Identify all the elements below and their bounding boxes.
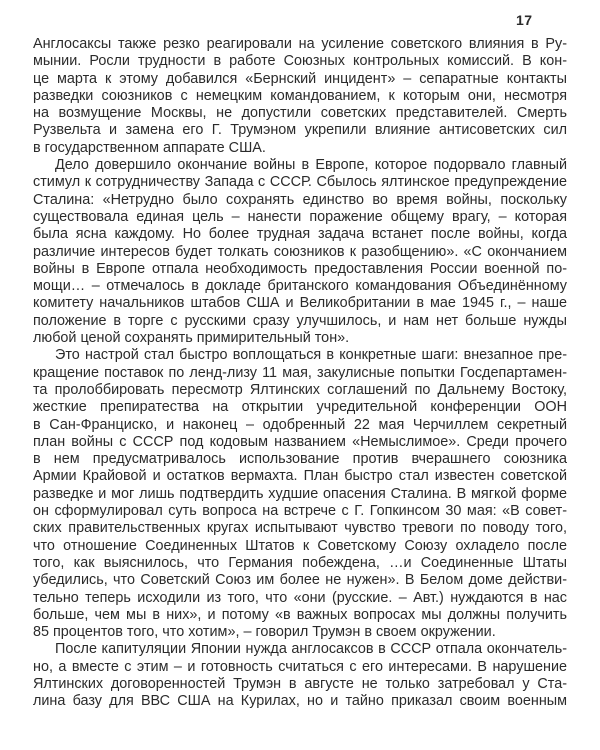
text-line: но, а вместе с этим – и готовность считаться с его интересами. В нарушение (33, 658, 567, 675)
text-line: Это настрой стал быстро воплощаться в конкретные шаги: внезапное пре- (55, 347, 567, 364)
text-line: была ясна каждому. Но более трудная задача встанет после войны, когда (33, 226, 567, 243)
text-line: 85 процентов того, что хотим», – говорил Трумэн в своем окружении. (33, 624, 496, 641)
text-line: жесткие препиратества на открытии учредительной конференции ООН (33, 399, 567, 416)
text-line: кращение поставок по ленд-лизу 11 мая, закулисные попытки Госдепартамен- (33, 364, 567, 381)
text-line: Ялтинских договоренностей Трумэн в августе не только затребовал у Ста- (33, 675, 567, 692)
text-line: больше, чем мы в них», и потому «в важных вопросах мы должны получить (33, 606, 567, 623)
text-line: Дело довершило окончание войны в Европе, которое подорвало главный (55, 157, 567, 174)
text-line: он сформулировал суть вопроса на встрече с Г. Гопкинсом 30 мая: «В совет- (33, 503, 567, 520)
text-line: войны в Европе отпала необходимость предоставления России военной по- (33, 260, 567, 277)
text-line: тельно теперь исходили из того, что «они (русские. – Авт.) нуждаются в нас (33, 589, 567, 606)
text-line: любой ценой сохранять примирительный тон». (33, 330, 350, 347)
text-line: разведки союзников с немецким командованием, к которым они, несмотря (33, 87, 567, 104)
text-line: убедились, что Советский Союз им более не нужен». В Белом доме действи- (33, 572, 567, 589)
text-line: различие интересов будет толкать союзников к разобщению». «С окончанием (33, 243, 567, 260)
text-line: существовала единая цель – нанести поражение общему врагу, – которая (33, 208, 567, 225)
text-line: Сталина: «Нетрудно было сохранять единство во время войны, поскольку (33, 191, 567, 208)
text-line: мощи… – отмечалось в докладе британского командования Объединённому (33, 278, 567, 295)
text-line: того, как выяснилось, что Германия побеждена, …и Соединенные Штаты (33, 554, 567, 571)
text-line: разведке и мог лишь подтвердить худшие опасения Сталина. В мягкой форме (33, 485, 567, 502)
text-line: что отношение Соединенных Штатов к Советскому Союзу охладело после (33, 537, 567, 554)
text-line: в нем предусматривалось использование против вчерашнего союзника (33, 451, 567, 468)
text-line: Англосаксы также резко реагировали на усиление советского влияния в Ру- (33, 36, 567, 52)
text-line: положение в торге с русскими сразу улучшилось, и нам нет больше нужды (33, 312, 567, 329)
text-line: та пролоббировать пересмотр Ялтинских соглашений по Дальнему Востоку, (33, 381, 567, 398)
text-line: на возмущение Москвы, не допустили советских представителей. Смерть (33, 105, 567, 122)
text-line: После капитуляции Японии нужда англосаксов в СССР отпала окончатель- (55, 641, 567, 658)
text-line: Рузвельта и замена его Г. Трумэном укрепили влияние антисоветских сил (33, 122, 567, 139)
text-line: ских правительственных кругах испытывают чувство тревоги по поводу того, (33, 520, 567, 537)
text-line: це марта к этому добавился «Бернский инцидент» – сепаратные контакты (33, 70, 567, 87)
text-line: в государственном аппарате США. (33, 139, 266, 156)
text-line: мынии. Росли трудности в работе Союзных контрольных комиссий. В кон- (33, 53, 567, 70)
text-line: комитету начальников штабов США и Великобритании в мае 1945 г., – наше (33, 295, 567, 312)
text-line: в Сан-Франциско, и наконец – одобренный 22 мая Черчиллем секретный (33, 416, 567, 433)
text-line: стимул к сотрудничеству Запада с СССР. Сбылось ялтинское предупреждение (33, 174, 567, 191)
body-text (33, 36, 567, 711)
text-line: лина базу для ВВС США на Курилах, но и тайно приказал своим военным (33, 693, 567, 710)
text-line: план войны с СССР под кодовым названием «Немыслимое». Среди прочего (33, 433, 567, 450)
page-number: 17 (516, 12, 533, 28)
text-line: Армии Крайовой и остатков вермахта. План быстро стал известен советской (33, 468, 567, 485)
